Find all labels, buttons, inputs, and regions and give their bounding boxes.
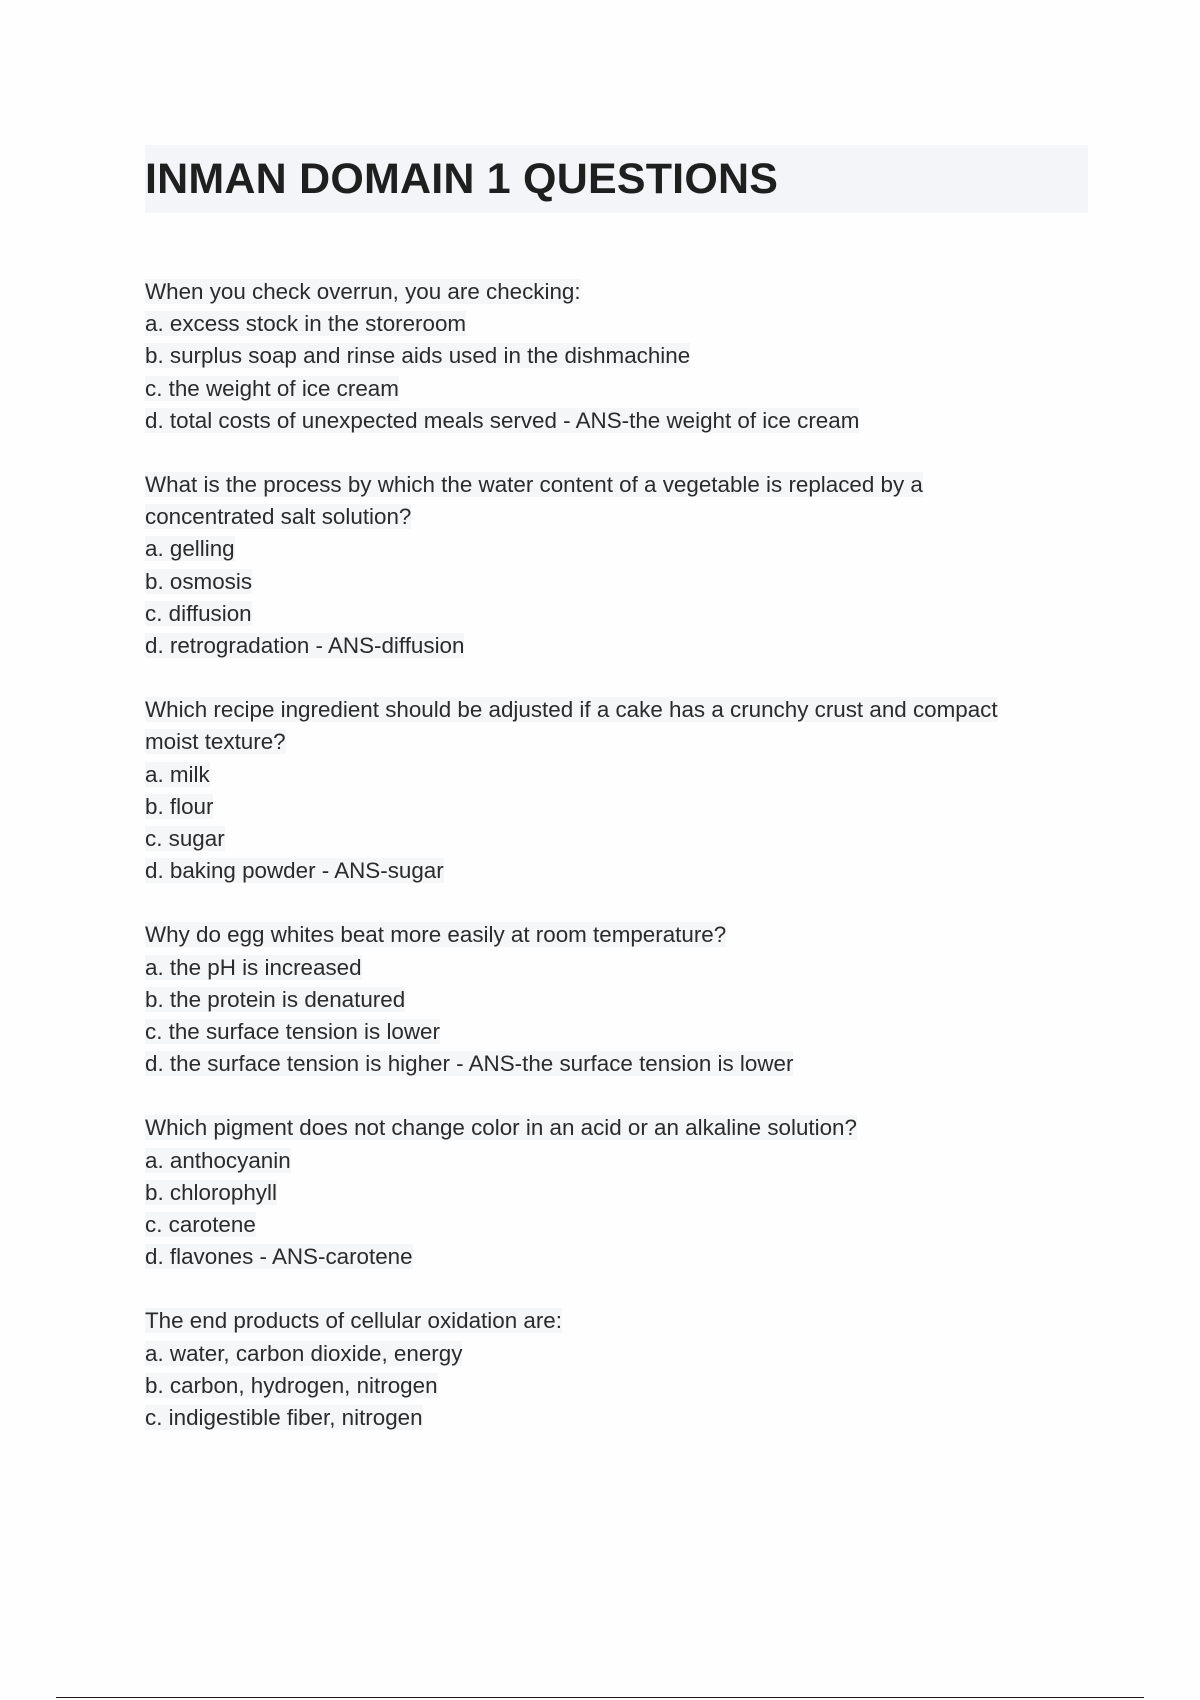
question-stem: When you check overrun, you are checking: — [145, 279, 581, 304]
answer-option: b. chlorophyll — [145, 1179, 277, 1205]
answer-option: c. the weight of ice cream — [145, 375, 399, 401]
question-stem: Why do egg whites beat more easily at room temperature? — [145, 922, 727, 948]
answer-option: a. excess stock in the storeroom — [145, 311, 467, 337]
answer-option: d. total costs of unexpected meals served - ANS-the weight of ice cream — [145, 407, 860, 433]
question-block — [145, 1112, 1085, 1273]
question-list — [145, 276, 1085, 1466]
answer-option: a. milk — [145, 761, 210, 787]
question-stem: Which recipe ingredient should be adjusted if a cake has a crunchy crust and compact — [145, 697, 998, 723]
question-block — [145, 469, 1085, 662]
answer-option: b. carbon, hydrogen, nitrogen — [145, 1372, 438, 1398]
answer-option: a. water, carbon dioxide, energy — [145, 1340, 463, 1366]
answer-option: b. flour — [145, 793, 214, 819]
question-stem: What is the process by which the water content of a vegetable is replaced by a — [145, 472, 923, 498]
answer-option: a. anthocyanin — [145, 1147, 291, 1173]
question-stem: The end products of cellular oxidation are: — [145, 1308, 562, 1334]
question-stem: concentrated salt solution? — [145, 504, 412, 530]
footer-divider — [56, 1697, 1144, 1698]
answer-option: c. indigestible fiber, nitrogen — [145, 1405, 423, 1431]
question-block — [145, 694, 1085, 887]
answer-option: d. flavones - ANS-carotene — [145, 1244, 413, 1270]
question-stem: Which pigment does not change color in an acid or an alkaline solution? — [145, 1115, 857, 1141]
question-block — [145, 1305, 1085, 1434]
answer-option: c. diffusion — [145, 600, 252, 626]
answer-option: a. the pH is increased — [145, 954, 362, 980]
answer-option: d. retrogradation - ANS-diffusion — [145, 633, 465, 659]
answer-option: b. the protein is denatured — [145, 986, 406, 1012]
answer-option: c. carotene — [145, 1212, 256, 1238]
answer-option: a. gelling — [145, 536, 235, 562]
answer-option: c. the surface tension is lower — [145, 1019, 440, 1045]
question-block — [145, 276, 1085, 437]
answer-option: b. osmosis — [145, 568, 253, 594]
question-block — [145, 919, 1085, 1080]
answer-option: c. sugar — [145, 826, 225, 852]
answer-option: d. baking powder - ANS-sugar — [145, 858, 444, 884]
answer-option: d. the surface tension is higher - ANS-the surface tension is lower — [145, 1051, 794, 1077]
page-title: INMAN DOMAIN 1 QUESTIONS — [145, 155, 779, 203]
answer-option: b. surplus soap and rinse aids used in the dishmachine — [145, 343, 691, 369]
question-stem: moist texture? — [145, 729, 286, 755]
